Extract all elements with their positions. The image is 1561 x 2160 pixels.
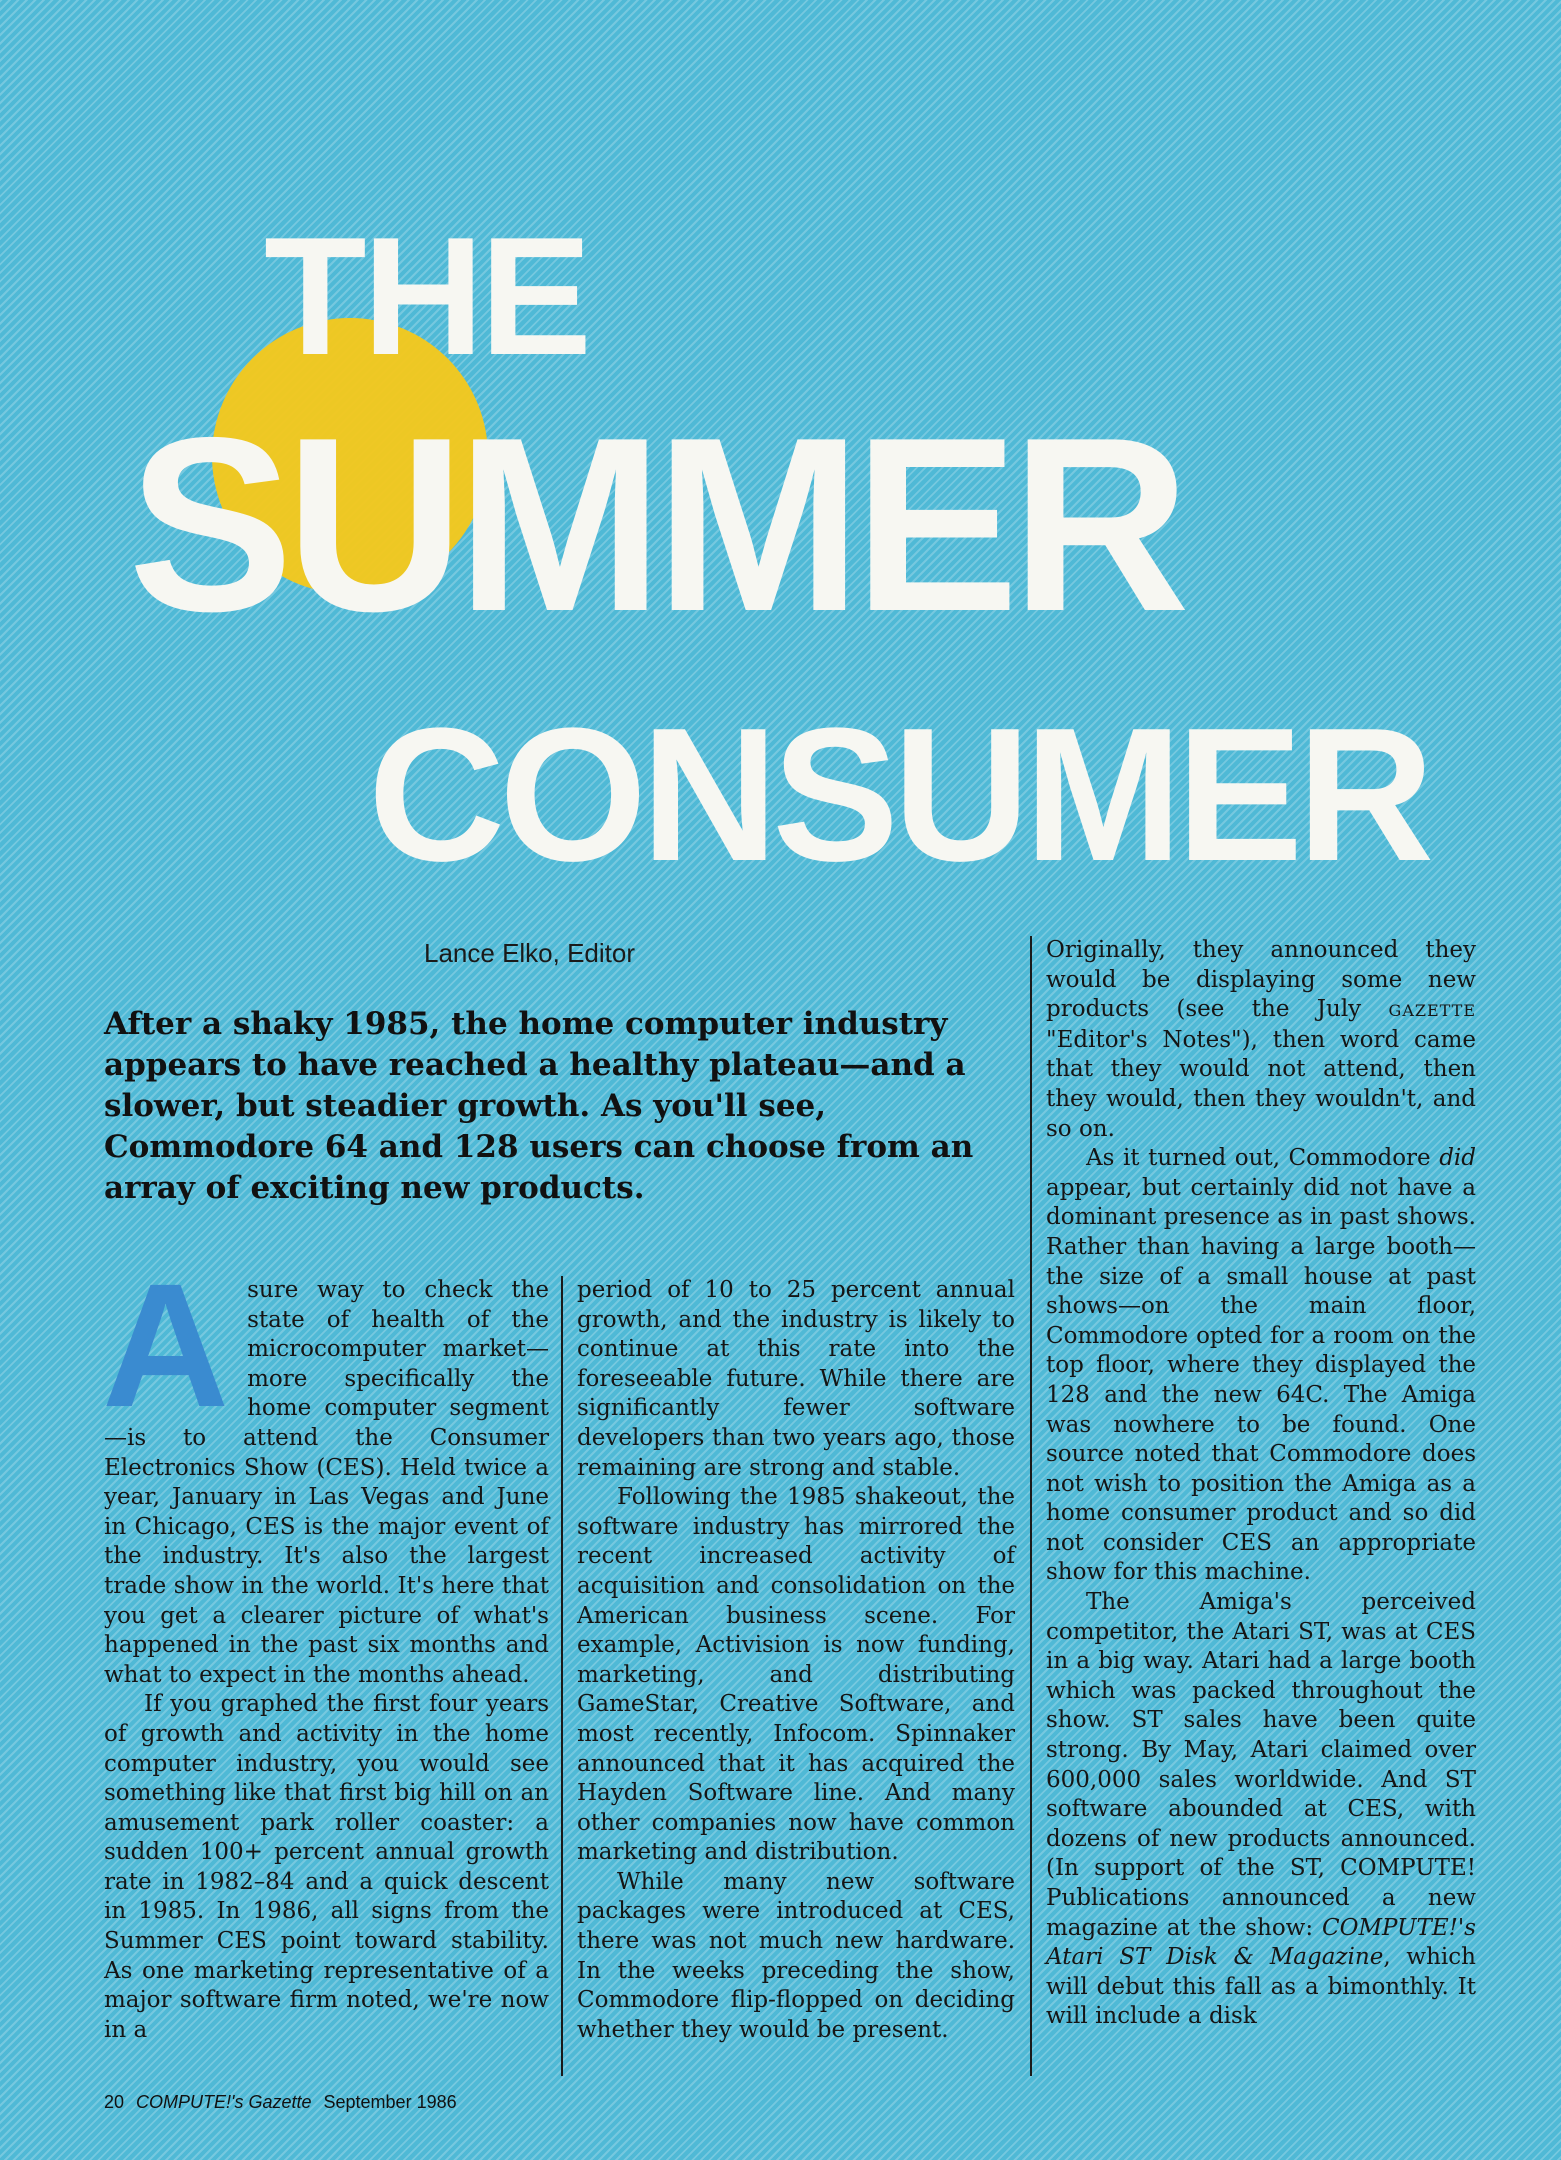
column-divider-2	[1030, 936, 1032, 2076]
paragraph: If you graphed the first four years of growth and activity in the home computer industry, you would see something like that first big hill on an amusement park roller coaster: a sudden 100+ percent annual growth rate in 1982–84 and a quick descent in 1985. In 1986, all signs from the Summer CES point toward stability. As one marketing representative of a major software firm noted, we're now in a	[104, 1691, 549, 2043]
emphasis: did	[1439, 1145, 1476, 1172]
page-footer	[104, 2092, 469, 2113]
paragraph: period of 10 to 25 percent annual growth, and the industry is likely to continue at this rate into the foreseeable future. While there are significantly fewer software developers than two years ago, those remaining are strong and stable.	[577, 1277, 1015, 1481]
magazine-name-smallcaps: GAZETTE	[1388, 1001, 1476, 1021]
article-deck: After a shaky 1985, the home computer industry appears to have reached a healthy plateau—and a slower, but steadier growth. As you'll see, Commodore 64 and 128 users can choose from an array of exciting new products.	[104, 1006, 974, 1206]
paragraph	[1046, 1144, 1476, 1588]
paragraph-text: sure way to check the state of health of the microcomputer market—more specifically the home computer segment—is to attend the Consumer Electronics Show (CES). Held twice a year, January in Las Vegas and June in Chicago, CES is the major event of the industry. It's also the largest trade show in the world. It's here that you get a clearer picture of what's happened in the past six months and what to expect in the months ahead.	[104, 1277, 549, 1688]
paragraph: Following the 1985 shakeout, the software industry has mirrored the recent increased activity of acquisition and consolidation on the American business scene. For example, Activision is now funding, marketing, and distributing GameStar, Creative Software, and most recently, Infocom. Spinnaker announced that it has acquired the Hayden Software line. And many other companies now have common marketing and distribution.	[577, 1484, 1015, 1866]
paragraph-text: Originally, they announced they would be displaying some new products (see the July	[1046, 937, 1476, 1023]
paragraph-text: appear, but certainly did not have a dominant presence as in past shows. Rather than having a large booth—the size of a small house at past shows—on the main floor, Commodore opted for a room on the top floor, where they displayed the 128 and the new 64C. The Amiga was nowhere to be found. One source noted that Commodore does not wish to position the Amiga as a home consumer product and so did not consider CES an appropriate show for this machine.	[1046, 1174, 1476, 1586]
byline: Lance Elko, Editor	[424, 938, 636, 968]
paragraph-text: As it turned out, Commodore	[1086, 1145, 1440, 1172]
page-number: 20	[104, 2092, 125, 2112]
paragraph-text: , which will debut this fall as a bimonthly. It will include a disk	[1046, 1944, 1476, 2030]
paragraph	[1046, 1588, 1476, 2032]
article-column-2	[577, 1276, 1015, 2076]
paragraph	[1046, 936, 1476, 1144]
issue-date: September 1986	[323, 2092, 457, 2112]
headline-line-2: SUMMER	[128, 385, 1183, 663]
drop-cap: A	[102, 1248, 230, 1444]
paragraph-text: The Amiga's perceived competitor, the Atari ST, was at CES in a big way. Atari had a large booth which was packed throughout the show. ST sales have been quite strong. By May, Atari claimed over 600,000 sales worldwide. And ST software abounded at CES, with dozens of new products announced. (In support of the ST, COMPUTE! Publications announced a new magazine at the show:	[1046, 1589, 1476, 1941]
paragraph: While many new software packages were introduced at CES, there was not much new hardware. In the weeks preceding the show, Commodore flip-flopped on deciding whether they would be present.	[577, 1868, 1015, 2043]
headline-line-1: THE	[264, 202, 588, 390]
magazine-title-italic: COMPUTE!'s Atari ST Disk & Magazine	[1046, 1914, 1476, 1971]
paragraph-text: "Editor's Notes"), then word came that they would not attend, then they would, then they wouldn't, and so on.	[1046, 1026, 1476, 1142]
column-divider-1	[561, 1276, 563, 2076]
article-column-1	[102, 1248, 549, 2076]
magazine-name: COMPUTE!'s Gazette	[136, 2092, 312, 2112]
article-column-3	[1046, 936, 1476, 2076]
headline-line-3: CONSUMER	[368, 689, 1429, 901]
paragraph	[102, 1248, 549, 1690]
